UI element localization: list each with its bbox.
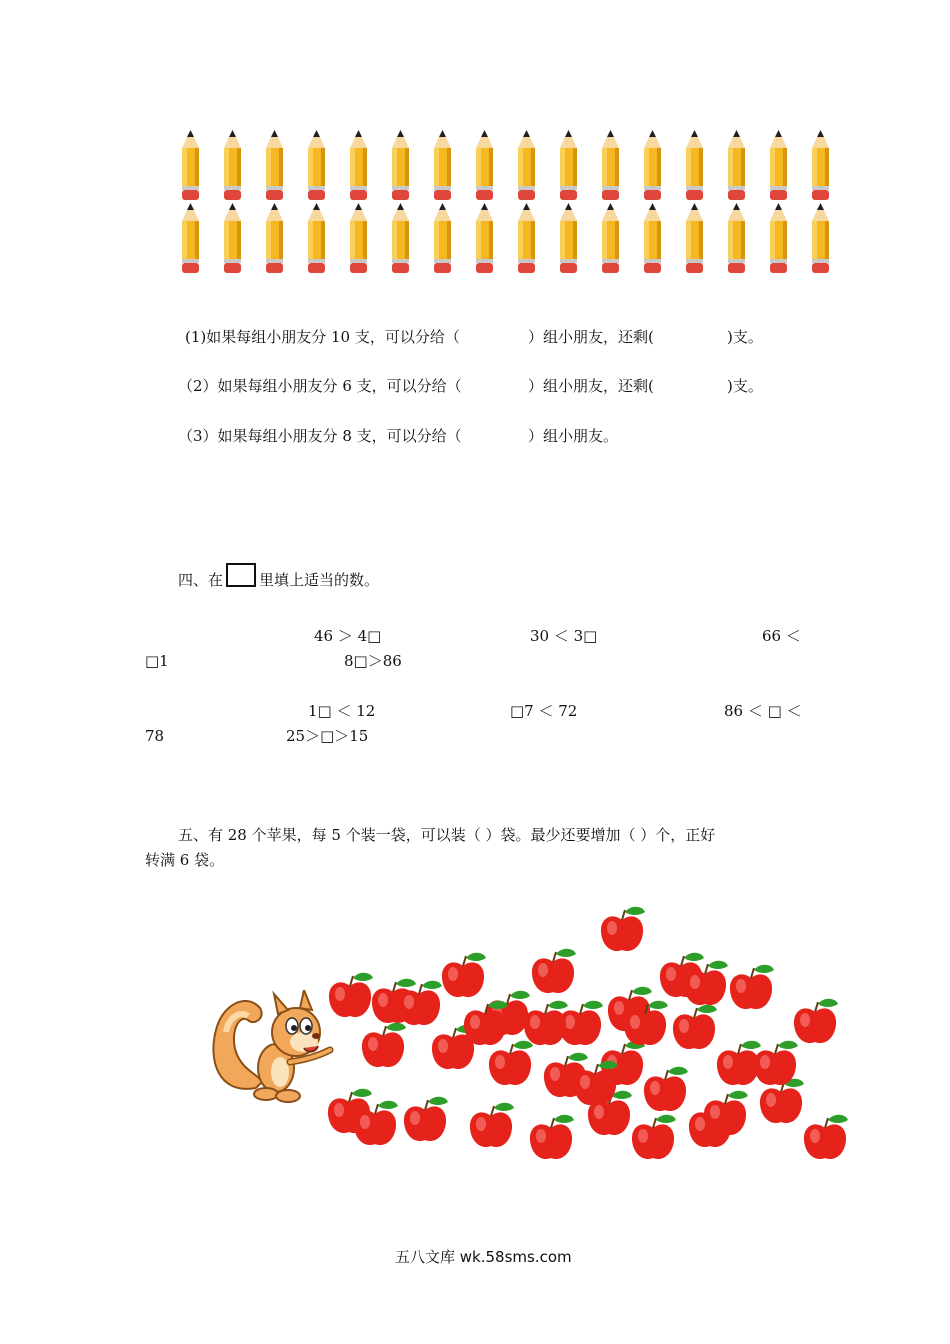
pencil-icon [682,203,707,273]
pencil-icon [346,130,371,200]
pencil-icon [808,203,833,273]
section4-title-pre: 四、在 [178,571,224,589]
footer-watermark: 五八文库 wk.58sms.com [395,1248,572,1266]
pencil-icon [556,203,581,273]
pencil-icon [472,130,497,200]
section5-line1: 五、有 28 个苹果，每 5 个装一袋，可以装（ ）袋。最少还要增加（ ）个，正好 [178,826,716,844]
apple-icon [628,1114,678,1164]
q3-part-b: ）组小朋友。 [528,427,619,445]
q3-part-a: （3）如果每组小朋友分 8 支，可以分给（ [178,427,462,445]
pencil-icon [388,130,413,200]
q2-part-a: （2）如果每组小朋友分 6 支，可以分给（ [178,377,462,395]
ineq-1e: 8□＞86 [344,652,402,670]
pencil-icon [220,203,245,273]
apple-icon [460,1000,510,1050]
ineq-1c: 66 ＜ [762,627,801,645]
pencil-icon [304,203,329,273]
ineq-2c: 86 ＜ □ ＜ [724,702,802,720]
q1-part-b: ）组小朋友，还剩( [528,328,654,346]
pencil-icon [766,203,791,273]
q1-part-c: )支。 [727,328,763,346]
pencil-icon [430,130,455,200]
squirrel-illustration [208,990,336,1105]
pencil-row-1 [178,130,833,200]
pencil-icon [430,203,455,273]
apple-icon [726,964,776,1014]
apple-icon [620,1000,670,1050]
apple-icon [750,1040,800,1090]
q2-part-b: ）组小朋友，还剩( [528,377,654,395]
pencil-icon [682,130,707,200]
apple-icon [800,1114,850,1164]
ineq-1a: 46 ＞ 4□ [314,627,382,645]
apple-icon [597,906,647,956]
pencil-row-2 [178,203,833,273]
apple-icon [680,960,730,1010]
ineq-2b: □7 ＜ 72 [510,702,578,720]
pencil-icon [640,203,665,273]
pencil-icon [724,130,749,200]
apple-icon [394,980,444,1030]
pencil-icon [304,130,329,200]
pencil-icon [808,130,833,200]
apple-icon [400,1096,450,1146]
q2-part-c: )支。 [727,377,763,395]
apple-icon [528,948,578,998]
apple-icon [520,1000,570,1050]
apple-icon [640,1066,690,1116]
pencil-icon [178,203,203,273]
apple-icon [466,1102,516,1152]
ineq-1b: 30 ＜ 3□ [530,627,598,645]
pencil-icon [514,130,539,200]
empty-box-icon [226,563,256,587]
pencil-icon [556,130,581,200]
apple-icon [438,952,488,1002]
pencil-icon [262,130,287,200]
pencil-icon [724,203,749,273]
apple-icon [350,1100,400,1150]
ineq-2a: 1□ ＜ 12 [308,702,376,720]
pencil-icon [346,203,371,273]
section5-line2: 转满 6 袋。 [145,851,225,869]
pencil-icon [640,130,665,200]
apple-icon [669,1004,719,1054]
pencil-icon [178,130,203,200]
pencil-icon [388,203,413,273]
section4-title [178,563,379,590]
pencil-icon [262,203,287,273]
apple-icon [570,1060,620,1110]
q1-part-a: (1)如果每组小朋友分 10 支，可以分给（ [185,328,460,346]
pencil-icon [472,203,497,273]
apple-icon [526,1114,576,1164]
apple-icon [700,1090,750,1140]
pencil-icon [220,130,245,200]
pencil-icon [598,203,623,273]
section4-title-post: 里填上适当的数。 [259,571,380,589]
ineq-2e: 25＞□＞15 [286,727,369,745]
pencil-icon [598,130,623,200]
pencil-icon [514,203,539,273]
ineq-1d: □1 [145,652,169,670]
ineq-2d: 78 [145,727,165,745]
pencil-icon [766,130,791,200]
